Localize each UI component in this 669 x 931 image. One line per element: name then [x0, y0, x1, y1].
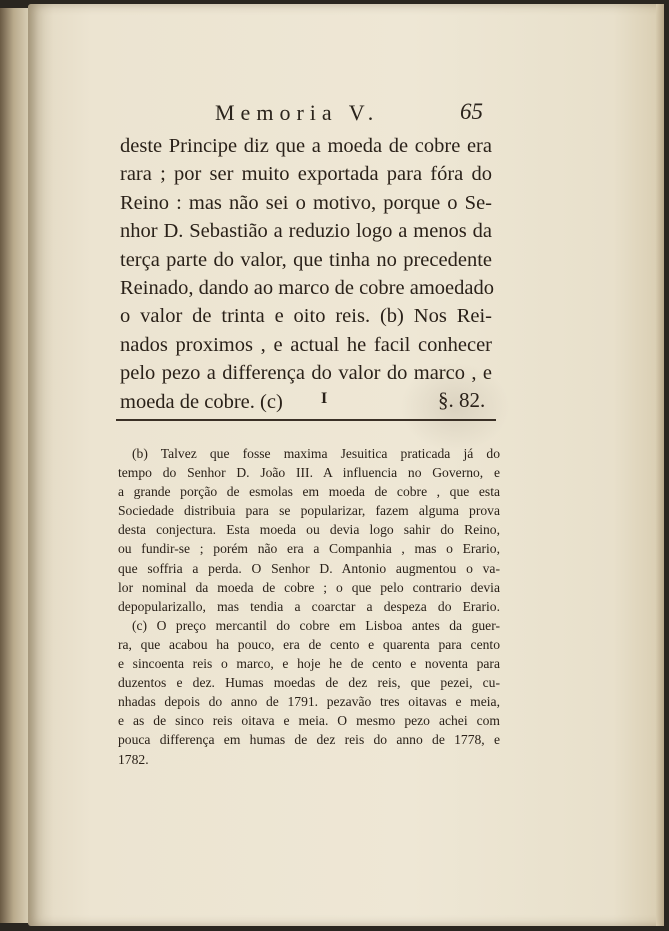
footnote-line: Sociedade distribuia para se popularizar, fazem alguma prova	[118, 503, 500, 519]
text-line: Reino : mas não sei o motivo, porque o Se-	[120, 191, 492, 214]
footnote-line: (c) O preço mercantil do cobre em Lisboa antes da guer-	[132, 617, 500, 633]
text-line: Reinado, dando ao marco de cobre amoedado	[120, 277, 494, 300]
page-number: 65	[460, 99, 483, 124]
footnote-line: tempo do Senhor D. João III. A influencia no Governo, e	[118, 465, 500, 481]
footnote-line: e as de sinco reis oitava e meia. O mesmo pezo achei com	[118, 713, 500, 729]
footnote-line: que soffria a perda. O Senhor D. Antonio augmentou o va-	[118, 560, 500, 576]
footnote-line: lor nominal da moeda de cobre ; o que pelo contrario devia	[118, 579, 500, 595]
text-line: terça parte do valor, que tinha no precedente	[120, 248, 492, 271]
text-line: o valor de trinta e oito reis. (b) Nos Rei-	[120, 305, 492, 328]
signature-mark: I	[321, 390, 328, 407]
page-header	[28, 100, 664, 130]
text-line: moeda de cobre. (c)	[120, 390, 283, 413]
footnote-line: pouca differença em humas de dez reis do anno de 1778, e	[118, 732, 500, 748]
main-text-block	[120, 132, 492, 416]
footnote-line: duzentos e dez. Humas moedas de dez reis, que pezei, cu-	[118, 675, 500, 691]
footnote-line: e sincoenta reis o marco, e hoje he de cento e noventa para	[118, 656, 500, 672]
catchword: §. 82.	[438, 388, 486, 412]
page-fore-edge	[656, 4, 664, 926]
footnote-line: desta conjectura. Esta moeda ou devia logo sahir do Reino,	[118, 522, 500, 538]
footnotes-block	[118, 444, 500, 769]
footnote-line: ra, que acabou ha pouco, era de cento e quarenta para cento	[118, 636, 500, 652]
text-line: rara ; por ser muito exportada para fóra do	[120, 163, 492, 186]
footnote-line: 1782.	[118, 751, 149, 767]
footnote-line: depopularizallo, mas tendia a coarctar a despeza do Erario.	[118, 598, 500, 614]
footnote-line: nhadas depois do anno de 1791. pezavão tres oitavas e meia,	[118, 694, 500, 710]
footnote-line: a grande porção de esmolas em moeda de cobre , que esta	[118, 484, 500, 500]
footnote-rule	[116, 419, 496, 421]
text-line: deste Principe diz que a moeda de cobre era	[120, 135, 492, 157]
footnote-line: ou fundir-se ; porém não era a Companhia , mas o Erario,	[118, 541, 500, 557]
text-line: nhor D. Sebastião a reduzio logo a menos da	[120, 220, 492, 243]
text-line: nados proximos , e actual he facil conhecer	[120, 333, 492, 356]
book-page	[28, 4, 664, 926]
text-line: pelo pezo a differença do valor do marco , e	[120, 362, 492, 385]
footnote-line: (b) Talvez que fosse maxima Jesuitica praticada já do	[132, 446, 500, 461]
running-title: Memoria V.	[215, 100, 380, 125]
